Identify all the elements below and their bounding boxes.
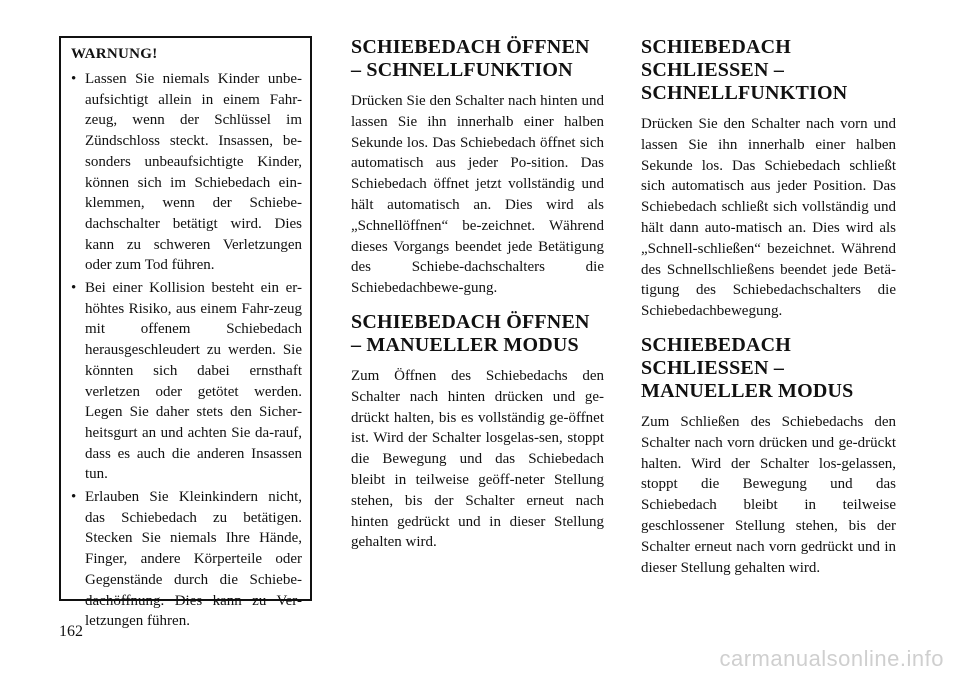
section-heading-open-manual: SCHIEBEDACH ÖFFNEN – MANUELLER MODUS (351, 310, 590, 356)
warning-box (59, 36, 312, 630)
middle-column (351, 36, 604, 565)
warning-item-text: Lassen Sie niemals Kinder unbe-aufsichtigt allein in einem Fahr-zeug, wenn der Schlüssel im Zündschloss steckt. Insassen, be-sonders unbeaufsichtigte Kinder, können sich im Schiebedach ein-klemmen, wenn der Schiebe-dachschalter betätigt wird. Dies kann zu schweren Verletzungen oder zum Tod führen. (85, 71, 302, 274)
warning-item (69, 69, 302, 276)
warning-item-text: Erlauben Sie Kleinkindern nicht, das Schiebedach zu betätigen. Stecken Sie niemals Ihre Hände, Finger, andere Körperteile oder Gegenstände durch die Schiebe-dachöffnung. Dies kann zu Ver-letzungen führen. (85, 489, 302, 630)
bullet-icon: • (71, 280, 77, 297)
bullet-icon: • (71, 71, 77, 87)
section-body-open-manual: Zum Öffnen des Schiebedachs den Schalter nach hinten drücken und ge-drückt halten, bis es vollständig ge-öffnet ist. Wird der Schalter losgelas-sen, stoppt die Bewegung und das Schiebedach bleibt in teilweise geöff-neter Stellung stehen, bis der Schalter erneut nach hinten gedrückt und in dieser Stellung gehalten wird. (351, 367, 604, 551)
section-heading-close-quick: SCHIEBEDACH SCHLIESSEN – SCHNELLFUNKTION (641, 36, 848, 104)
warning-title: WARNUNG! (71, 46, 158, 62)
section-heading-close-manual: SCHIEBEDACH SCHLIESSEN – MANUELLER MODUS (641, 333, 854, 402)
section-heading-open-quick: SCHIEBEDACH ÖFFNEN – SCHNELLFUNKTION (351, 36, 590, 81)
warning-item (69, 487, 302, 632)
warning-item-text: Bei einer Kollision besteht ein er-höhtes Risiko, aus einem Fahr-zeug mit offenem Schiebedach herausgeschleudert zu werden. Sie könnten sich dabei ernsthaft verletzen oder getötet werden. Legen Sie daher stets den Sicher-heitsgurt an und achten Sie da-rauf, dass es auch die anderen Insassen tun. (85, 280, 302, 483)
section-body-close-quick: Drücken Sie den Schalter nach vorn und lassen Sie ihn innerhalb einer halben Sekunde los. Das Schiebedach schließt sich automatisch aus jeder Position. Das Schiebedach schließt sich vollständig und hält dann auto-matisch an. Dies wird als „Schnell-schließen“ bezeichnet. Während des Schnellschließens beendet jede Betä-tigung des Schiebedachschalters die Schiebedachbewegung. (641, 116, 896, 320)
watermark: carmanualsonline.info (719, 646, 944, 671)
section-body-open-quick: Drücken Sie den Schalter nach hinten und lassen Sie ihn innerhalb einer halben Sekunde los. Das Schiebedach öffnet sich automatisch aus jeder Po-sition. Das Schiebedach öffnet jetzt vollständig und hält automatisch an. Dies wird als „Schnellöffnen“ be-zeichnet. Während dieses Vorgangs beendet jede Betätigung des Schiebe-dachschalters die Schiebedachbewe-gung. (351, 93, 604, 297)
bullet-icon: • (71, 489, 77, 506)
page-number: 162 (59, 623, 83, 640)
right-column (641, 36, 896, 590)
section-body-close-manual: Zum Schließen des Schiebedachs den Schalter nach vorn drücken und ge-drückt halten. Wird der Schalter los-gelassen, stoppt die Bewegung und das Schiebedach bleibt in teilweise geschlossener Stellung stehen, bis der Schalter erneut nach vorn gedrückt und in dieser Stellung gehalten wird. (641, 413, 896, 576)
warning-item (69, 278, 302, 485)
warning-list (69, 69, 302, 632)
